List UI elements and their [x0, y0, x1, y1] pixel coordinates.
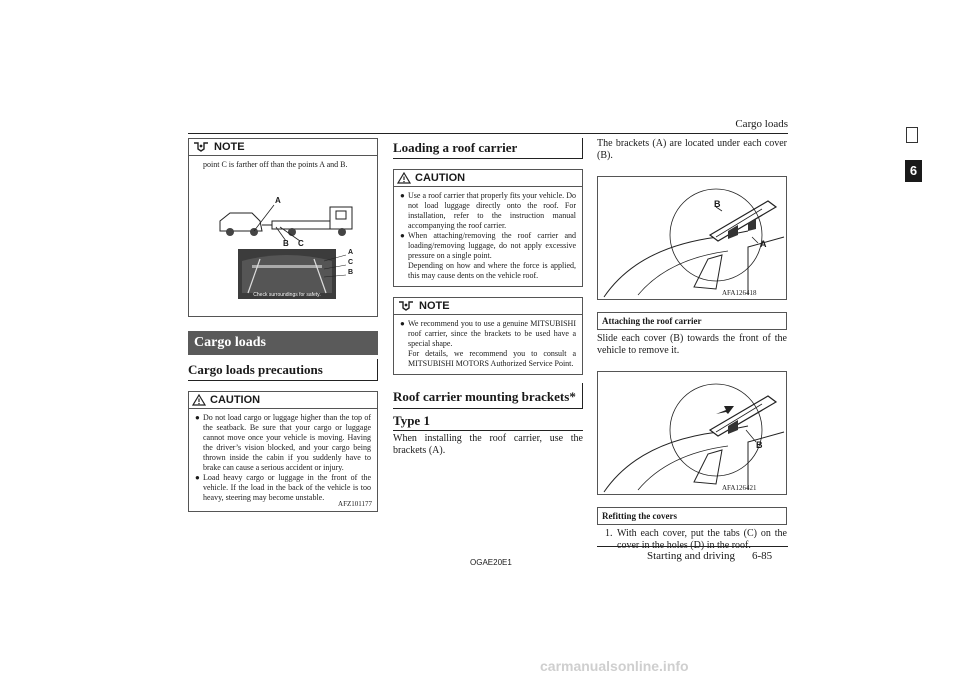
column-right: [597, 138, 787, 552]
column-middle: [393, 138, 583, 457]
figure-code: AFA126418: [722, 289, 757, 297]
caution-header: [394, 170, 582, 187]
note-item: ● We recommend you to use a genuine MITSUBISHI roof carrier, since the brackets to be used have a special shape.: [400, 319, 576, 348]
caution-item: ● Do not load cargo or luggage higher than the top of the seatback. Be sure that your cargo or luggage cannot move once your vehicle is moving. Having the driver’s vision blocked, and your cargo being thrown inside the cabin if you suddenly have to brake can cause a serious accident or injury.: [195, 413, 371, 472]
mounting-brackets-title: Roof carrier mounting brackets*: [393, 383, 583, 409]
figure-label-a: A: [760, 239, 767, 249]
note-box: [393, 297, 583, 375]
step-number: 1.: [605, 528, 613, 539]
brackets-intro: The brackets (A) are located under each cover (B).: [597, 138, 787, 161]
figure-label-b: B: [756, 440, 763, 450]
refitting-step: [597, 528, 787, 552]
bullet-icon: ●: [400, 231, 405, 240]
note-body: [189, 156, 377, 175]
note-header: [189, 139, 377, 156]
caution-item: ● When attaching/removing the roof carrier and loading/removing luggage, do not apply excessive pressure on a single point.: [400, 231, 576, 260]
warning-triangle-icon: [397, 172, 411, 184]
bracket-figure-svg: [598, 177, 786, 299]
chapter-tab-outline: [906, 127, 918, 143]
cover-figure: [597, 371, 787, 495]
caution-item: ● Load heavy cargo or luggage in the front of the vehicle. If the load in the back of the vehicle is too heavy, steering may become unstable.: [195, 473, 371, 502]
figure-code: AFA126421: [722, 484, 757, 492]
screen-label-a: A: [348, 249, 354, 256]
header-rule: [188, 133, 788, 134]
towing-diagram: [212, 193, 362, 303]
subsection-title: Cargo loads precautions: [188, 359, 378, 381]
caution-label: CAUTION: [210, 394, 261, 406]
figure-label-b: B: [714, 199, 721, 209]
page-header-title: Cargo loads: [735, 118, 788, 130]
bullet-icon: ●: [195, 413, 200, 422]
note-body: [394, 315, 582, 374]
bullet-icon: ●: [195, 473, 200, 482]
watermark: carmanualsonline.info: [540, 658, 689, 674]
bracket-figure: [597, 176, 787, 300]
attaching-subhead: Attaching the roof carrier: [597, 312, 787, 330]
attaching-text: Slide each cover (B) towards the front of the vehicle to remove it.: [597, 333, 787, 356]
caution-label: CAUTION: [415, 172, 466, 184]
chapter-number-tab: 6: [905, 160, 922, 182]
refitting-subhead: Refitting the covers: [597, 507, 787, 525]
note-extra: For details, we recommend you to consult a MITSUBISHI MOTORS Authorized Service Point.: [408, 349, 576, 368]
type-title: Type 1: [393, 411, 583, 431]
caution-item: ● Use a roof carrier that properly fits your vehicle. Do not load luggage directly onto the roof. For installation, refer to the instruction manual accompanying the roof carrier.: [400, 191, 576, 230]
screen-caption: Check surroundings for safety.: [253, 292, 321, 298]
footer-code: OGAE20E1: [470, 558, 512, 567]
towing-diagram-svg: [212, 193, 362, 303]
warning-triangle-icon: [192, 394, 206, 406]
footer-section-title: Starting and driving: [647, 550, 735, 562]
bullet-icon: ●: [400, 191, 405, 200]
bullet-icon: ●: [400, 319, 405, 328]
cover-figure-svg: [598, 372, 786, 494]
screen-label-b: B: [348, 269, 354, 276]
section-title: Cargo loads: [188, 331, 378, 355]
brackets-text: When installing the roof carrier, use the brackets (A).: [393, 433, 583, 456]
note-header: [394, 298, 582, 315]
screen-label-c: C: [348, 259, 354, 266]
diagram-label-a: A: [275, 196, 281, 205]
caution-body: [394, 187, 582, 286]
column-left: [188, 138, 378, 512]
diagram-label-c: C: [298, 239, 304, 248]
caution-box: [188, 391, 378, 512]
note-label: NOTE: [419, 300, 450, 312]
figure-code: AFZ101177: [338, 500, 372, 508]
caution-box: [393, 169, 583, 287]
page-number: 6-85: [752, 550, 773, 562]
roof-carrier-title: Loading a roof carrier: [393, 138, 583, 159]
caution-header: [189, 392, 377, 409]
note-icon: [397, 300, 415, 312]
caution-extra: Depending on how and where the force is applied, this may cause dents on the vehicle roof.: [408, 261, 576, 280]
note-text: point C is farther off than the points A and B.: [203, 160, 348, 169]
caution-body: [189, 409, 377, 511]
step-text: With each cover, put the tabs (C) on the: [617, 528, 787, 539]
diagram-label-b: B: [283, 239, 289, 248]
note-label: NOTE: [214, 141, 245, 153]
note-icon: [192, 141, 210, 153]
footer-rule: [597, 546, 788, 547]
